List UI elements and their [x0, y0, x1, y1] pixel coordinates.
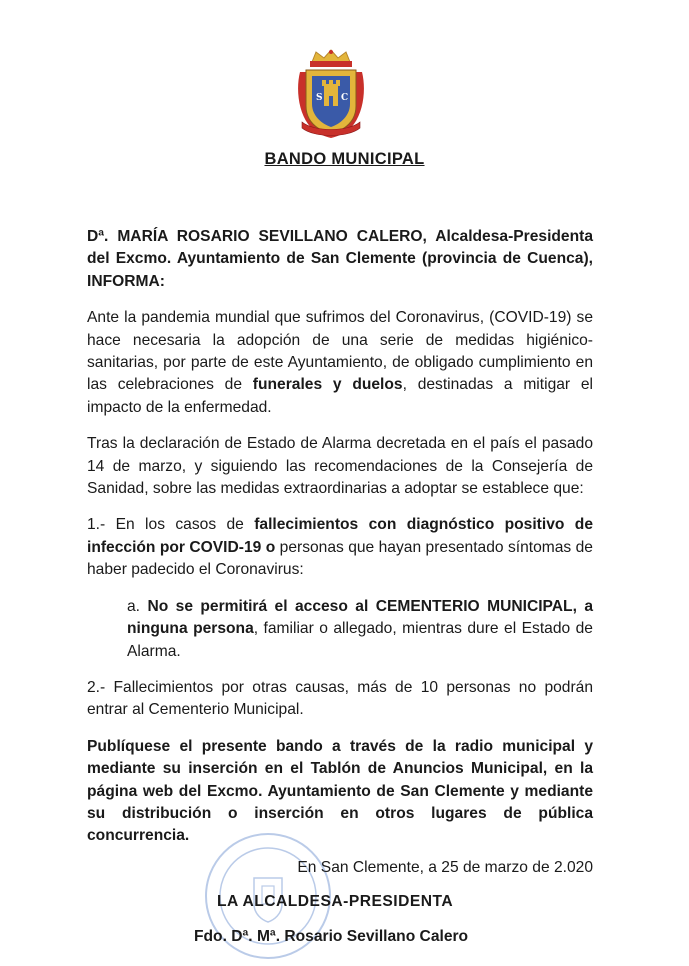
paragraph-item-1: [87, 514, 593, 581]
intro-paragraph: Dª. MARÍA ROSARIO SEVILLANO CALERO, Alcaldesa-Presidenta del Excmo. Ayuntamiento de San Clemente (provincia de Cuenca), INFORMA:: [87, 228, 593, 290]
paragraph-publication: Publíquese el presente bando a través de la radio municipal y mediante su inserción en el Tablón de Anuncios Municipal, en la página web del Excmo. Ayuntamiento de San Clemente y mediante su distribución o inserción en otros lugares de pública concurrencia.: [87, 737, 593, 845]
paragraph-pandemic: [87, 307, 593, 419]
p1-text-a: Ante la pandemia mundial que sufrimos del Coronavirus, (COVID-19) se hace necesaria la adopción de una serie de medidas higiénico-sanitarias, por parte de este Ayuntamiento, de obligado cumplimiento en las celebraciones de: [87, 309, 593, 394]
item-a-text: , familiar o allegado, mientras dure el Estado de Alarma.: [127, 620, 593, 660]
signature-place-date: En San Clemente, a 25 de marzo de 2.020: [297, 859, 593, 876]
document-title: BANDO MUNICIPAL: [264, 150, 425, 168]
document-body: [87, 226, 593, 862]
p3-bold-a: fallecimientos con diagnóstico positivo de infección por COVID-19: [87, 516, 593, 556]
signature-role: LA ALCALDESA-PRESIDENTA: [217, 893, 454, 910]
p1-text-b: , destinadas a mitigar el impacto de la enfermedad.: [87, 376, 594, 416]
p3-text-a: 1.- En los casos de: [87, 516, 255, 534]
paragraph-state-of-alarm: Tras la declaración de Estado de Alarma decretada en el país el pasado 14 de marzo, y siguiendo las recomendaciones de la Consejería de Sanidad, sobre las medidas extraordinarias a adoptar se establece que:: [87, 435, 593, 498]
item-a-bold: No se permitirá el acceso al CEMENTERIO MUNICIPAL, a ninguna persona: [127, 597, 594, 638]
sub-item-a: [87, 596, 593, 663]
item-a-marker: a.: [127, 597, 148, 615]
p1-bold: funerales y duelos: [252, 376, 403, 394]
p3-text-c: personas que hayan presentado síntomas de haber padecido el Coronavirus:: [87, 538, 593, 579]
paragraph-item-2: 2.- Fallecimientos por otras causas, más de 10 personas no podrán entrar al Cementerio Municipal.: [87, 678, 593, 719]
signature-name: Fdo. Dª. Mª. Rosario Sevillano Calero: [194, 928, 469, 945]
p3-bold-b: o: [265, 538, 276, 556]
coat-of-arms-icon: [294, 48, 368, 140]
svg-text:C: C: [341, 93, 349, 103]
svg-text:S: S: [316, 93, 323, 103]
